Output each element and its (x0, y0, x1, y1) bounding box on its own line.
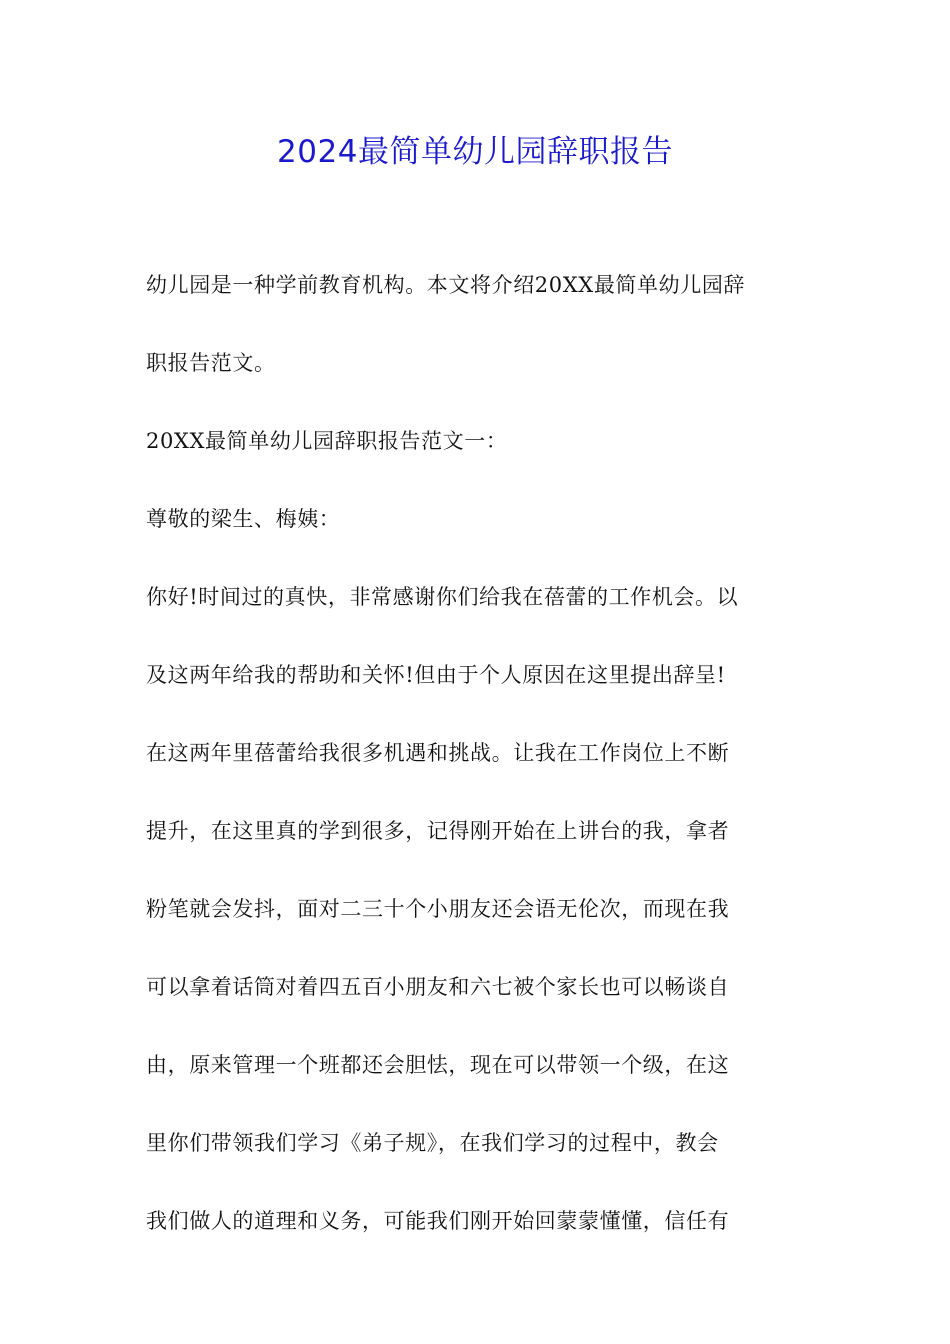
body-line: 在这两年里蓓蕾给我很多机遇和挑战。让我在工作岗位上不断 (146, 741, 730, 765)
body-line: 提升，在这里真的学到很多，记得刚开始在上讲台的我，拿者 (146, 819, 730, 843)
body-line: 可以拿着话筒对着四五百小朋友和六七被个家长也可以畅谈自 (146, 975, 730, 999)
body-line: 里你们带领我们学习《弟子规》，在我们学习的过程中，教会 (146, 1131, 719, 1155)
body-line: 我们做人的道理和义务，可能我们刚开始回蒙蒙懂懂，信任有 (146, 1209, 730, 1233)
body-line: 幼儿园是一种学前教育机构。本文将介绍20XX最简单幼儿园辞 (146, 273, 746, 297)
body-line: 20XX最简单幼儿园辞职报告范文一： (146, 429, 508, 453)
body-line: 粉笔就会发抖，面对二三十个小朋友还会语无伦次，而现在我 (146, 897, 730, 921)
body-line: 尊敬的梁生、梅姨： (146, 507, 341, 531)
body-line: 职报告范文。 (146, 351, 276, 375)
body-line: 你好!时间过的真快，非常感谢你们给我在蓓蕾的工作机会。以 (146, 585, 739, 609)
body-line: 由，原来管理一个班都还会胆怯，现在可以带领一个级，在这 (146, 1053, 730, 1077)
body-line: 及这两年给我的帮助和关怀!但由于个人原因在这里提出辞呈! (146, 663, 726, 687)
document-body (146, 262, 808, 1276)
document-title: 2024最简单幼儿园辞职报告 (277, 134, 673, 170)
